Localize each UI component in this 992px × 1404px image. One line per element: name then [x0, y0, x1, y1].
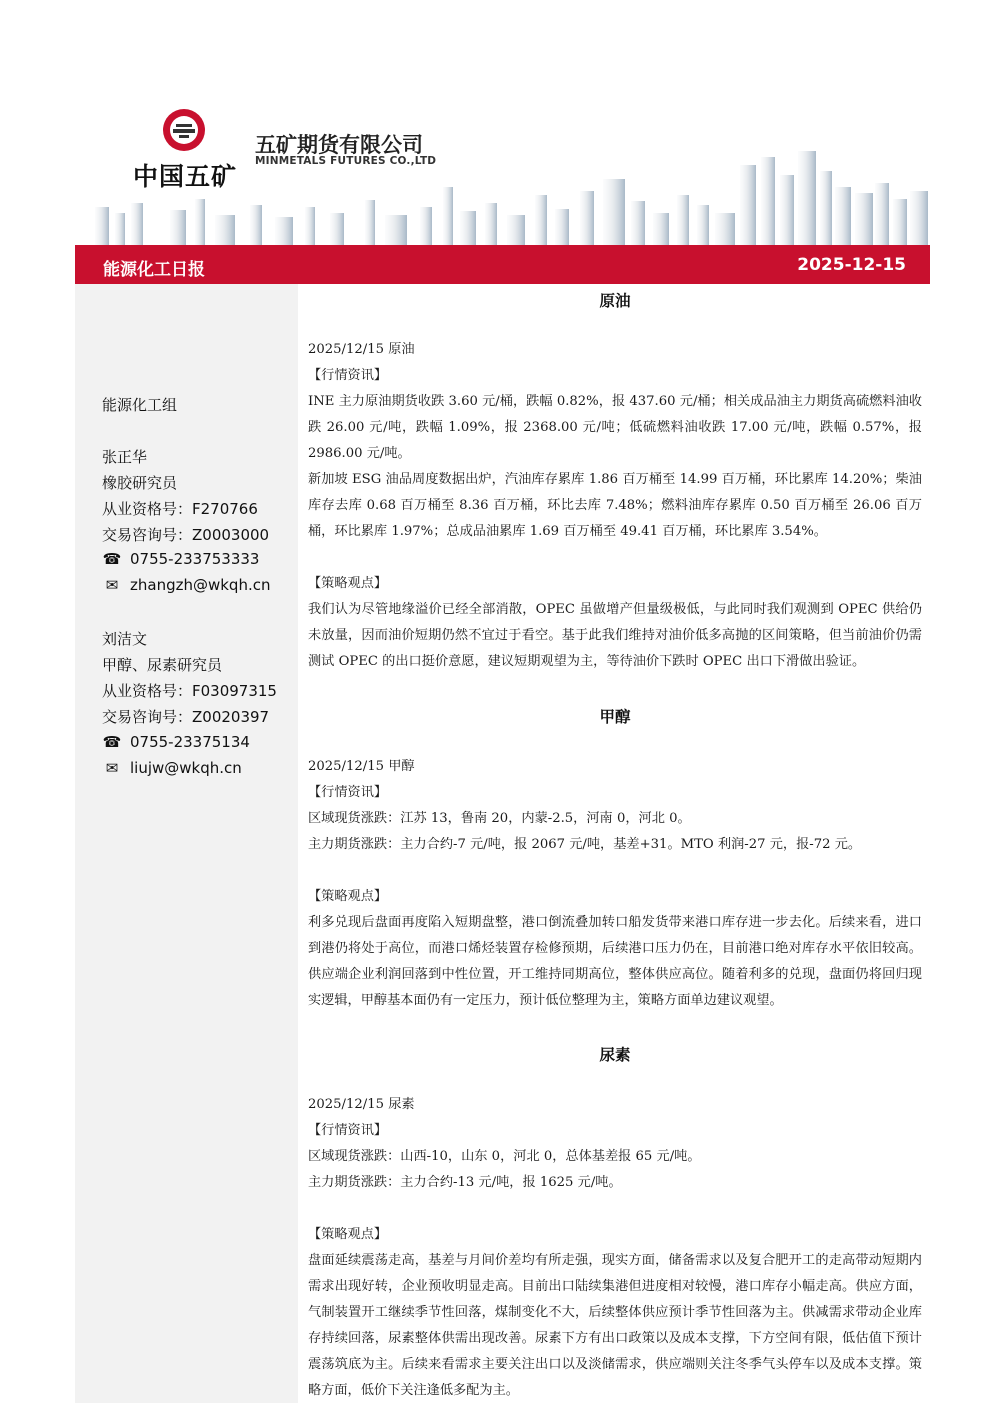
envelope-icon: ✉ [105, 759, 119, 777]
group-name: 能源化工组 [102, 396, 178, 414]
analyst-email[interactable] [102, 759, 242, 777]
view-label: 【策略观点】 [308, 576, 388, 591]
news-paragraph: 主力期货涨跌：主力合约-7 元/吨，报 2067 元/吨，基差+31。MTO 利润-27 元，报-72 元。 [308, 837, 862, 852]
email-address[interactable]: zhangzh@wkqh.cn [130, 576, 271, 594]
analyst-email[interactable] [102, 576, 271, 594]
view-label: 【策略观点】 [308, 889, 388, 904]
view-paragraph: 盘面延续震荡走高，基差与月间价差均有所走强，现实方面，储备需求以及复合肥开工的走高带动短期内需求出现好转，企业预收明显走高。目前出口陆续集港但进度相对较慢，港口库存小幅走高。供应方面，气制装置开工继续季节性回落，煤制变化不大，后续整体供应预计季节性回落为主。供减需求带动企业库存持续回落，尿素整体供需出现改善。尿素下方有出口政策以及成本支撑，下方空间有限，低估值下预计震荡筑底为主。后续来看需求主要关注出口以及淡储需求，供应端则关注冬季气头停车以及成本支撑。策略方面，低价下关注逢低多配为主。 [308, 1253, 922, 1398]
phone-icon: ☎ [102, 550, 122, 568]
envelope-icon: ✉ [105, 576, 119, 594]
analyst-phone [102, 550, 259, 568]
analyst-consult-number: 交易咨询号：Z0020397 [102, 708, 270, 726]
section-title-crude: 原油 [599, 292, 631, 310]
section-date: 2025/12/15 甲醇 [308, 759, 415, 774]
phone-number: 0755-233753333 [130, 550, 260, 568]
report-title: 能源化工日报 [103, 260, 205, 280]
analyst-name: 刘洁文 [102, 630, 148, 648]
news-paragraph: INE 主力原油期货收跌 3.60 元/桶，跌幅 0.82%，报 437.60 元/桶；相关成品油主力期货高硫燃料油收跌 26.00 元/吨，跌幅 1.09%，报 2368.00 元/吨；低硫燃料油收跌 17.00 元/吨，跌幅 0.57%，报 2986.00 元/吨。 [308, 394, 922, 461]
analyst-sidebar [75, 284, 298, 1403]
section-title-urea: 尿素 [599, 1046, 631, 1064]
report-title-bar [75, 245, 930, 284]
analyst-name: 张正华 [102, 448, 148, 466]
view-paragraph: 利多兑现后盘面再度陷入短期盘整，港口倒流叠加转口船发货带来港口库存进一步去化。后续来看，进口到港仍将处于高位，而港口烯烃装置存检修预期，后续港口压力仍在，目前港口绝对库存水平依旧较高。供应端企业利润回落到中性位置，开工维持同期高位，整体供应高位。随着利多的兑现，盘面仍将回归现实逻辑，甲醇基本面仍有一定压力，预计低位整理为主，策略方面单边建议观望。 [308, 915, 922, 1008]
email-address[interactable]: liujw@wkqh.cn [130, 759, 242, 777]
phone-number: 0755-23375134 [130, 733, 250, 751]
news-paragraph: 区域现货涨跌：山西-10，山东 0，河北 0，总体基差报 65 元/吨。 [308, 1149, 701, 1164]
analyst-role: 橡胶研究员 [102, 474, 178, 492]
phone-icon: ☎ [102, 733, 122, 751]
news-paragraph: 新加坡 ESG 油品周度数据出炉，汽油库存累库 1.86 百万桶至 14.99 百万桶，环比累库 14.20%；柴油库存去库 0.68 百万桶至 8.36 百万桶，环比去库 7.48%；燃料油库存累库 0.50 百万桶至 26.06 百万桶，环比累库 1.97%；总成品油累库 1.69 百万桶至 49.41 百万桶，环比累库 3.54%。 [308, 472, 922, 539]
analyst-phone [102, 733, 250, 751]
company-name-en: MINMETALS FUTURES CO.,LTD [255, 155, 437, 167]
section-title-methanol: 甲醇 [599, 708, 631, 726]
news-label: 【行情资讯】 [308, 368, 388, 383]
china-minmetals-logo-text: 中国五矿 [133, 162, 238, 191]
minmetals-emblem-icon [161, 107, 207, 153]
news-paragraph: 区域现货涨跌：江苏 13，鲁南 20，内蒙-2.5，河南 0，河北 0。 [308, 811, 691, 826]
news-label: 【行情资讯】 [308, 1123, 388, 1138]
section-date: 2025/12/15 原油 [308, 342, 415, 357]
analyst-consult-number: 交易咨询号：Z0003000 [102, 526, 270, 544]
news-label: 【行情资讯】 [308, 785, 388, 800]
analyst-qualification: 从业资格号：F03097315 [102, 682, 277, 700]
company-name-cn: 五矿期货有限公司 [255, 133, 423, 157]
analyst-role: 甲醇、尿素研究员 [102, 656, 223, 674]
news-paragraph: 主力期货涨跌：主力合约-13 元/吨，报 1625 元/吨。 [308, 1175, 622, 1190]
view-label: 【策略观点】 [308, 1227, 388, 1242]
report-header [75, 95, 930, 245]
analyst-qualification: 从业资格号：F270766 [102, 500, 258, 518]
section-date: 2025/12/15 尿素 [308, 1097, 415, 1112]
view-paragraph: 我们认为尽管地缘溢价已经全部消散，OPEC 虽做增产但量级极低，与此同时我们观测到 OPEC 供给仍未放量，因而油价短期仍然不宜过于看空。基于此我们维持对油价低多高抛的区间策略，但当前油价仍需测试 OPEC 的出口挺价意愿，建议短期观望为主，等待油价下跌时 OPEC 出口下滑做出验证。 [308, 602, 922, 669]
report-date: 2025-12-15 [797, 255, 906, 275]
